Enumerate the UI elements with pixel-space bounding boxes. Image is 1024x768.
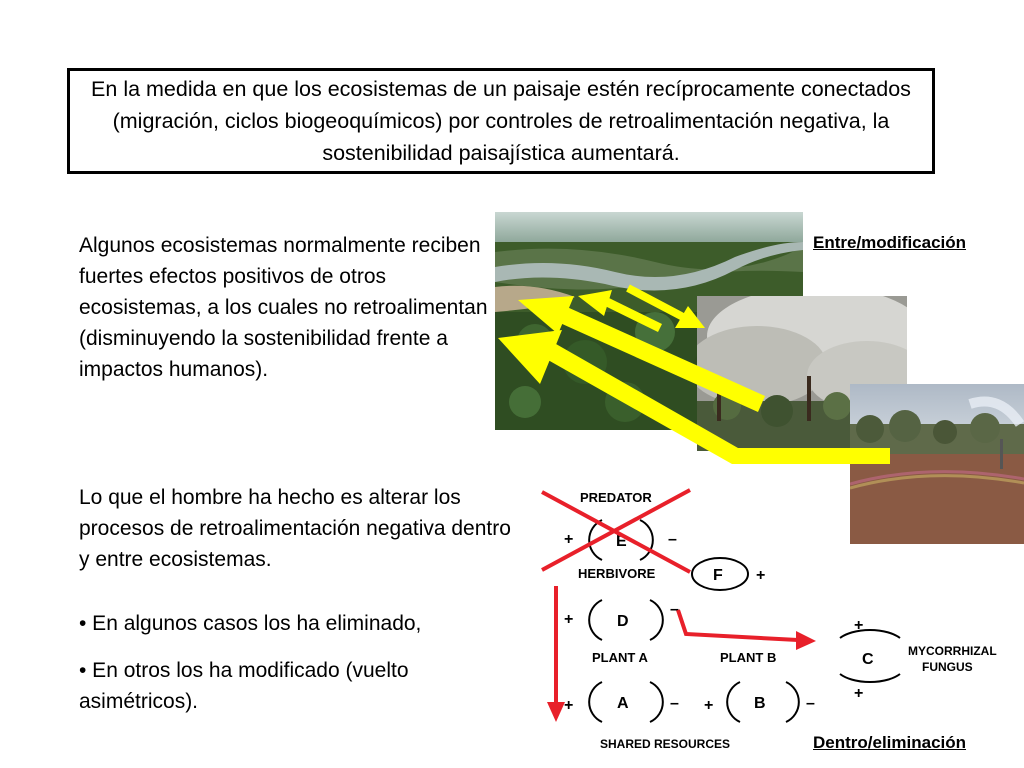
loop-e: E bbox=[616, 533, 627, 550]
node-shared-resources: SHARED RESOURCES bbox=[600, 737, 731, 751]
loop-d: D bbox=[617, 613, 629, 630]
red-elbow-arrow-line bbox=[678, 610, 798, 640]
node-plant-b: PLANT B bbox=[720, 650, 777, 665]
loop-a: A bbox=[617, 695, 629, 712]
sign-plus-c-bottom: + bbox=[854, 685, 864, 702]
arrowhead-fire-to-river-2 bbox=[518, 296, 574, 334]
bullet-eliminated: • En algunos casos los ha eliminado, bbox=[79, 612, 422, 635]
sign-plus-c-top: + bbox=[854, 617, 864, 634]
arrowhead-fire-to-river-1 bbox=[578, 290, 612, 316]
label-entre-modificacion: Entre/modificación bbox=[813, 233, 967, 252]
sign-plus-b: + bbox=[704, 697, 714, 714]
sign-minus-b: – bbox=[806, 695, 815, 712]
node-plant-a: PLANT A bbox=[592, 650, 648, 665]
arrow-field-to-river bbox=[548, 344, 890, 464]
sign-plus-a: + bbox=[564, 697, 574, 714]
sign-minus-d: – bbox=[670, 601, 679, 618]
node-herbivore: HERBIVORE bbox=[578, 566, 656, 581]
red-elbow-arrowhead bbox=[796, 631, 816, 650]
loop-f: F bbox=[713, 567, 723, 584]
loop-b: B bbox=[754, 695, 766, 712]
sign-plus-f: + bbox=[756, 567, 766, 584]
sign-plus-d: + bbox=[564, 611, 574, 628]
paragraph-positive-effects: Algunos ecosistemas normalmente reciben fuertes efectos positivos de otros ecosistemas, a los cuales no retroalimentan (disminuyendo la sostenibilidad frente a impactos humanos). bbox=[79, 234, 488, 381]
arrow-fire-to-river-2 bbox=[560, 307, 765, 412]
label-dentro-eliminacion: Dentro/eliminación bbox=[813, 733, 967, 752]
feedback-diagram bbox=[540, 480, 1024, 768]
bullet-modified: • En otros los ha modificado (vuelto asimétricos). bbox=[79, 659, 409, 713]
paragraph-human-alteration: Lo que el hombre ha hecho es alterar los procesos de retroalimentación negativa dentro y entre ecosistemas. bbox=[79, 486, 511, 571]
loop-c: C bbox=[862, 651, 874, 668]
sign-plus-e: + bbox=[564, 531, 574, 548]
sign-minus-e: – bbox=[668, 531, 677, 548]
red-down-arrowhead bbox=[547, 702, 565, 722]
sign-minus-a: – bbox=[670, 695, 679, 712]
node-predator: PREDATOR bbox=[580, 490, 652, 505]
node-mycorrhizal: MYCORRHIZAL bbox=[908, 644, 997, 658]
node-fungus: FUNGUS bbox=[922, 660, 973, 674]
header-statement: En la medida en que los ecosistemas de un paisaje estén recíprocamente conectados (migración, ciclos biogeoquímicos) por controles de retroalimentación negativa, la sostenibilidad paisajística aumentará. bbox=[91, 77, 911, 165]
